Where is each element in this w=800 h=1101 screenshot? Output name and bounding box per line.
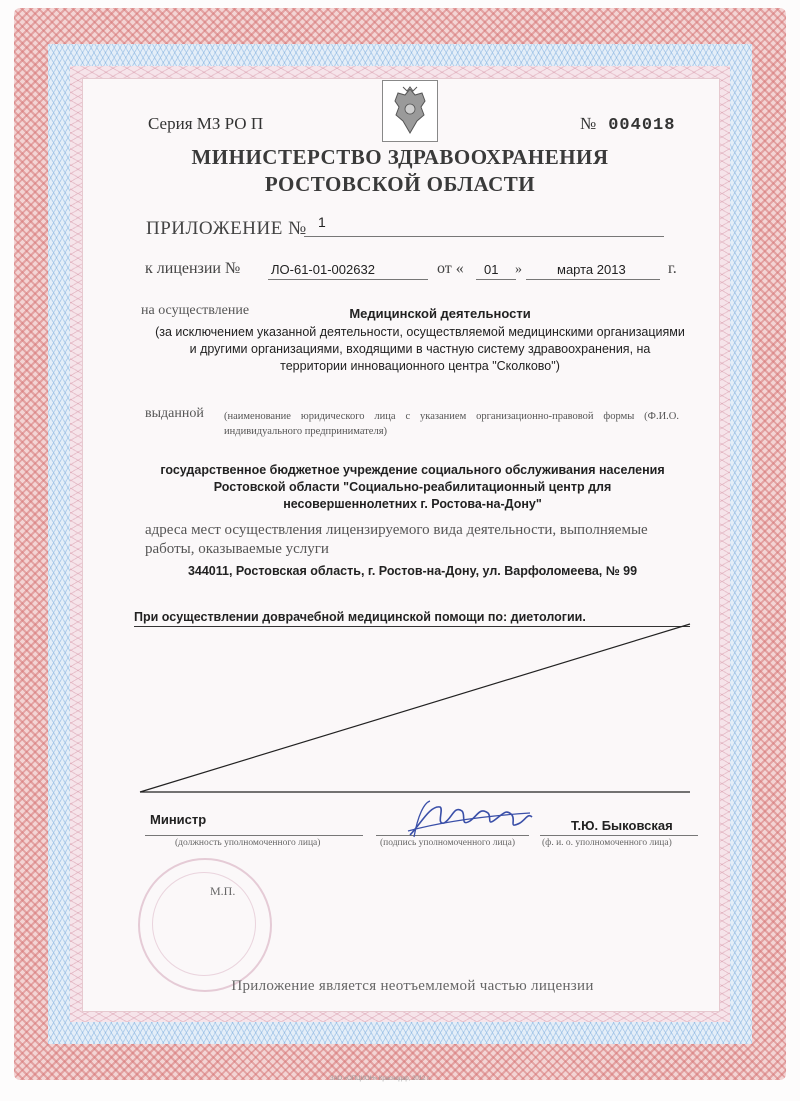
activity-label: на осуществление — [141, 303, 250, 318]
footer-note: Приложение является неотъемлемой частью лицензии — [231, 978, 594, 994]
appendix-label: ПРИЛОЖЕНИЕ № — [146, 218, 307, 239]
faded-stamp-inner-ring — [152, 872, 256, 976]
license-date-label: от « — [437, 260, 464, 277]
signer-name: Т.Ю. Быковская — [571, 818, 673, 833]
activity-title: Медицинской деятельности — [349, 306, 531, 321]
printer-mark: ЗАО «ОПЦИОН» Краснодар, 2012 г. — [330, 1076, 431, 1082]
organization-name-line3: несовершеннолетних г. Ростова-на-Дону" — [283, 497, 542, 511]
seal-place-label: М.П. — [210, 884, 236, 898]
ministry-title-line2: РОСТОВСКОЙ ОБЛАСТИ — [264, 172, 536, 196]
activity-note-line1: (за исключением указанной деятельности, осуществляемой медицинскими организациями — [155, 325, 685, 339]
organization-name-line1: государственное бюджетное учреждение социального обслуживания населения — [160, 463, 665, 477]
license-month-year: марта 2013 — [557, 262, 626, 277]
address-value: 344011, Ростовская область, г. Ростов-на-Дону, ул. Варфоломеева, № 99 — [187, 564, 638, 578]
license-day-close-quote: » — [515, 262, 522, 277]
signer-position: Министр — [150, 812, 207, 827]
caption-position: (должность уполномоченного лица) — [175, 838, 321, 848]
number-sign: № — [580, 114, 597, 133]
license-prefix: к лицензии № — [145, 260, 241, 277]
license-year-suffix: г. — [668, 260, 677, 277]
ministry-title-line1: МИНИСТЕРСТВО ЗДРАВООХРАНЕНИЯ — [191, 145, 609, 169]
name-underline — [540, 835, 698, 836]
issued-label: выданной — [145, 406, 204, 421]
license-day: 01 — [484, 262, 499, 277]
activity-note-line2: и другими организациями, входящими в частную систему здравоохранения, на — [189, 342, 651, 356]
caption-fio: (ф. и. о. уполномоченного лица) — [542, 838, 672, 848]
services-text: При осуществлении доврачебной медицинской помощи по: диетологии. — [134, 610, 586, 624]
series-label: Серия МЗ РО П — [148, 114, 264, 133]
activity-note-line3: территории инновационного центра "Сколково") — [280, 359, 560, 373]
appendix-number: 1 — [318, 214, 326, 230]
address-label: адреса мест осуществления лицензируемого вида деятельности, выполняемые работы, оказываемые услуги — [145, 522, 648, 557]
issued-hint: (наименование юридического лица с указанием организационно-правовой формы (Ф.И.О. индивидуального предпринимателя) — [224, 411, 679, 437]
form-number-value: 004018 — [608, 116, 676, 135]
caption-signature: (подпись уполномоченного лица) — [380, 838, 516, 848]
organization-name-line2: Ростовской области "Социально-реабилитационный центр для — [213, 480, 612, 494]
license-number: ЛО-61-01-002632 — [271, 262, 375, 277]
position-underline — [145, 835, 363, 836]
